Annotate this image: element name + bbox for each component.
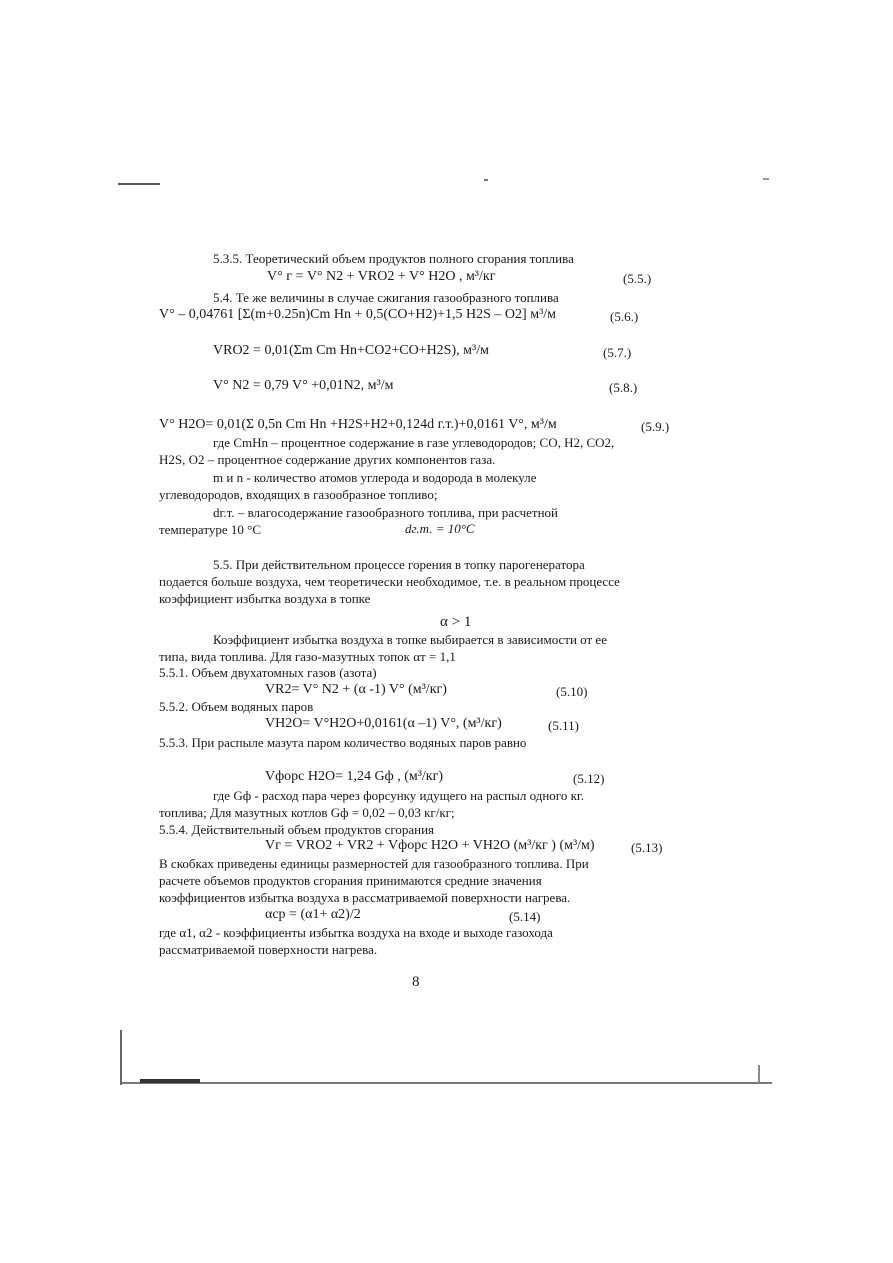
scan-artifact (118, 183, 160, 185)
formula-number: (5.7.) (603, 345, 632, 360)
paragraph-line: рассматриваемой поверхности нагрева. (159, 942, 378, 957)
formula-number: (5.9.) (641, 419, 670, 434)
paragraph-line: типа, вида топлива. Для газо-мазутных топок αт = 1,1 (159, 649, 456, 664)
formula-number: (5.12) (573, 771, 605, 786)
formula-number: (5.14) (509, 909, 541, 924)
paragraph-line: где CmHn – процентное содержание в газе углеводородов; CO, H2, CO2, (213, 435, 615, 450)
section-heading: 5.5.3. При распыле мазута паром количество водяных паров равно (159, 735, 527, 750)
formula: V° г = V° N2 + VRO2 + V° H2O , м³/кг (267, 269, 496, 284)
page-number: 8 (412, 974, 420, 990)
section-heading: 5.3.5. Теоретический объем продуктов полного сгорания топлива (213, 251, 574, 266)
formula-number: (5.6.) (610, 309, 639, 324)
paragraph-line: коэффициентов избытка воздуха в рассматриваемой поверхности нагрева. (159, 890, 571, 905)
paragraph-line: подается больше воздуха, чем теоретически необходимое, т.е. в реальном процессе (159, 574, 620, 589)
formula: α > 1 (440, 614, 472, 630)
formula: αср = (α1+ α2)/2 (265, 907, 361, 922)
formula: V° – 0,04761 [Σ(m+0.25n)Cm Hn + 0,5(CO+H2)+1,5 H2S – O2] м³/м (159, 307, 557, 322)
paragraph-line: температуре 10 °С (159, 522, 261, 537)
paragraph-line: Коэффициент избытка воздуха в топке выбирается в зависимости от ее (213, 632, 607, 647)
formula: VH2O= V°H2O+0,0161(α –1) V°, (м³/кг) (265, 716, 502, 731)
paragraph-line: m и n - количество атомов углерода и водорода в молекуле (213, 470, 537, 485)
formula-number: (5.13) (631, 840, 663, 855)
scan-artifact (758, 1065, 760, 1083)
section-heading: 5.5.1. Объем двухатомных газов (азота) (159, 665, 377, 680)
paragraph-line: В скобках приведены единицы размерностей для газообразного топлива. При (159, 856, 589, 871)
paragraph-line: 5.5. При действительном процессе горения в топку парогенератора (213, 557, 585, 572)
formula: Vфорс H2O= 1,24 Gф , (м³/кг) (265, 769, 444, 784)
paragraph-line: расчете объемов продуктов сгорания принимаются средние значения (159, 873, 542, 888)
formula: Vг = VRO2 + VR2 + Vфорс H2O + VH2O (м³/кг ) (м³/м) (265, 838, 595, 853)
paragraph-line: где α1, α2 - коэффициенты избытка воздуха на входе и выходе газохода (159, 925, 553, 940)
formula-number: (5.8.) (609, 380, 638, 395)
formula: VRO2 = 0,01(Σm Cm Hn+CO2+CO+H2S), м³/м (213, 343, 489, 358)
paragraph-line: dг.т. – влагосодержание газообразного топлива, при расчетной (213, 505, 558, 520)
paragraph-line: где Gф - расход пара через форсунку идущего на распыл одного кг. (213, 788, 584, 803)
scan-artifact (763, 178, 769, 180)
formula-number: (5.5.) (623, 271, 652, 286)
paragraph-line: углеводородов, входящих в газообразное топливо; (159, 487, 438, 502)
scan-artifact (140, 1079, 200, 1083)
scan-artifact (122, 1082, 772, 1084)
formula: V° N2 = 0,79 V° +0,01N2, м³/м (213, 378, 394, 393)
formula: V° H2O= 0,01(Σ 0,5n Cm Hn +H2S+H2+0,124d г.т.)+0,0161 V°, м³/м (159, 417, 557, 432)
formula: VR2= V° N2 + (α -1) V° (м³/кг) (265, 682, 447, 697)
section-heading: 5.4. Те же величины в случае сжигания газообразного топлива (213, 290, 559, 305)
formula-number: (5.10) (556, 684, 588, 699)
paragraph-line: коэффициент избытка воздуха в топке (159, 591, 371, 606)
scan-artifact (120, 1030, 122, 1085)
formula-number: (5.11) (548, 718, 579, 733)
scan-artifact (484, 179, 488, 181)
paragraph-line: H2S, O2 – процентное содержание других компонентов газа. (159, 452, 496, 467)
section-heading: 5.5.4. Действительный объем продуктов сгорания (159, 822, 435, 837)
formula: dг.т. = 10°С (405, 521, 475, 536)
section-heading: 5.5.2. Объем водяных паров (159, 699, 314, 714)
paragraph-line: топлива; Для мазутных котлов Gф = 0,02 – 0,03 кг/кг; (159, 805, 455, 820)
